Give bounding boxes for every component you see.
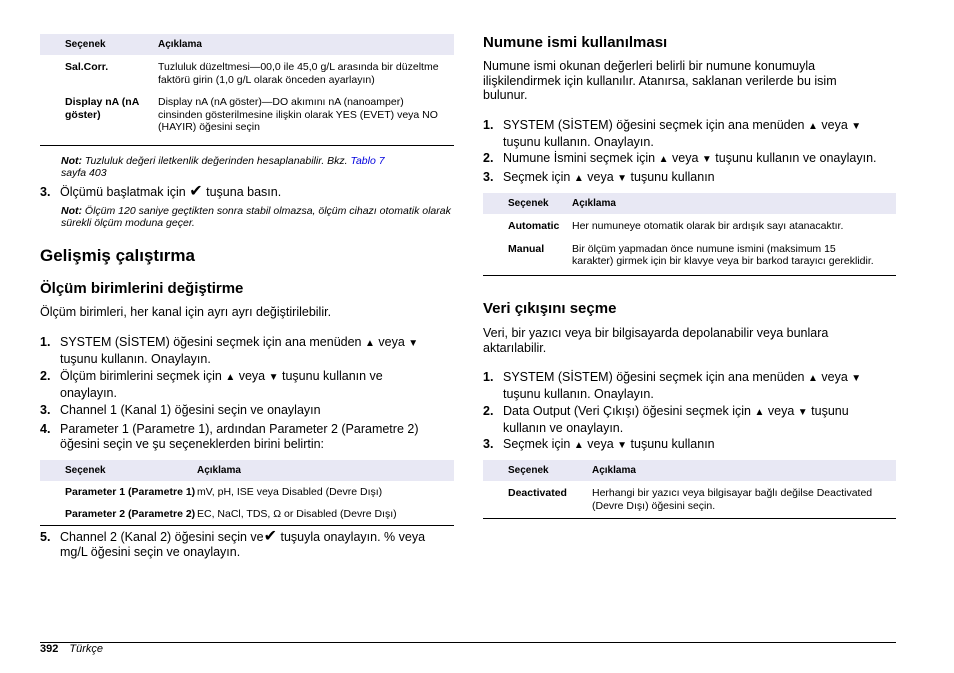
up-arrow-icon: ▲ [225,372,236,383]
step-text: veya [821,118,848,132]
table-row [40,481,454,503]
table-header-description: Açıklama [592,460,896,481]
up-arrow-icon: ▲ [573,173,584,184]
subsection-title: Veri çıkışını seçme [483,300,617,317]
up-arrow-icon: ▲ [754,407,765,418]
step-text: veya [672,151,699,165]
intro-text: Numune ismi okunan değerleri belirli bir numune konumuyla ilişkilendirmek için kullanılır. Atanırsa, saklanan verilerde bu isim bulunur. [483,59,837,102]
table-row [483,481,896,519]
description-cell: EC, NaCl, TDS, Ω or Disabled (Devre Dışı) [197,503,454,526]
section-title: Gelişmiş çalıştırma [40,246,195,265]
step-number: 3. [40,185,51,199]
footer-divider [40,642,896,643]
option-cell: Automatic [508,220,560,232]
step-number: 5. [40,530,51,544]
step [40,369,440,400]
step [483,437,883,454]
step-text: SYSTEM (SİSTEM) öğesini seçmek için ana menüden [60,335,362,349]
step-text: tuşunu kullanın ve onaylayın. [503,404,849,435]
table-row [40,55,454,90]
down-arrow-icon: ▼ [797,407,808,418]
intro-text: Veri, bir yazıcı veya bir bilgisayarda depolanabilir veya bunlara aktarılabilir. [483,326,829,355]
table-row [40,90,454,145]
step-number: 3. [483,170,494,184]
note-stability [61,205,451,229]
description-cell: Tuzluluk düzeltmesi—00,0 ile 45,0 g/L arasında bir düzeltme faktörü girin (1,0 g/L olarak önceden ayarlayın) [158,61,439,86]
step-number: 1. [40,335,51,349]
note-salinity [61,155,441,179]
down-arrow-icon: ▼ [617,440,628,451]
note-text: Tuzluluk değeri iletkenlik değerinden hesaplanabilir. Bkz. [84,155,348,167]
check-icon: ✔ [263,528,278,545]
language-label: Türkçe [69,643,104,655]
note-text: Ölçüm 120 saniye geçtikten sonra stabil olmazsa, ölçüm cihazı otomatik olarak sürekli ölçüm moduna geçer. [61,205,451,229]
step-text: Seçmek için [503,437,571,451]
up-arrow-icon: ▲ [808,121,818,132]
step [40,335,440,366]
step-start-measurement [40,185,454,200]
step [483,170,883,187]
intro-text: Ölçüm birimleri, her kanal için ayrı ayrı değiştirilebilir. [40,305,332,319]
step-text: veya [587,170,614,184]
step-number: 2. [483,404,494,418]
step [483,151,896,168]
step-text: veya [378,335,405,349]
description-cell: mV, pH, ISE veya Disabled (Devre Dışı) [197,486,383,498]
down-arrow-icon: ▼ [701,154,712,165]
step-text: Parameter 1 (Parametre 1), ardından Parameter 2 (Parametre 2) öğesini seçin ve şu seçeneklerden birini belirtin: [60,422,419,451]
note-suffix: sayfa 403 [61,167,107,179]
table-link[interactable]: Tablo 7 [350,155,385,167]
table-header-description: Açıklama [158,34,454,55]
table-header-option: Seçenek [40,34,158,55]
step [40,530,450,559]
step [483,370,883,401]
table-header-description: Açıklama [197,460,454,481]
table-header-description: Açıklama [572,193,896,214]
down-arrow-icon: ▼ [851,373,862,384]
step-text: tuşunu kullanın ve onaylayın. [60,369,383,400]
options-table-salinity [40,34,454,146]
table-row [483,214,896,237]
step-text: Channel 2 (Kanal 2) öğesini seçin ve [60,530,264,544]
step-text: veya [587,437,614,451]
step [40,403,440,418]
step-text: veya [238,369,266,383]
step [483,118,883,149]
options-table-sample-name [483,193,896,276]
step-text: veya [767,404,795,418]
description-cell: Bir ölçüm yapmadan önce numune ismini (maksimum 15 karakter) girmek için bir klavye veya bir barkod tarayıcı gereklidir. [572,237,896,276]
option-cell: Display nA (nA göster) [40,90,158,145]
options-table-data-output [483,460,896,519]
step [483,404,883,435]
table-header-option: Seçenek [483,460,592,481]
step-text: tuşuna basın. [206,185,282,199]
step-text: Ölçümü başlatmak için [60,185,186,199]
step-text: tuşuyla onaylayın. % veya mg/L öğesini seçin ve onaylayın. [60,530,426,559]
step-number: 1. [483,370,494,384]
page-footer [40,643,103,655]
step-text: Seçmek için [503,170,571,184]
table-header-option: Seçenek [40,460,197,481]
step-text: veya [821,370,848,384]
up-arrow-icon: ▲ [808,373,818,384]
down-arrow-icon: ▼ [268,372,279,383]
step-number: 2. [483,151,494,165]
table-header-option: Seçenek [483,193,572,214]
option-cell: Deactivated [483,481,592,519]
step-text: Channel 1 (Kanal 1) öğesini seçin ve onaylayın [60,403,321,417]
step-text: Data Output (Veri Çıkışı) öğesini seçmek için [503,404,752,418]
step-text: tuşunu kullanın. Onaylayın. [60,351,211,366]
up-arrow-icon: ▲ [658,154,669,165]
step-number: 3. [483,437,494,451]
note-label: Not: [61,155,82,167]
subsection-title: Ölçüm birimlerini değiştirme [40,280,244,297]
step-text: tuşunu kullanın. Onaylayın. [503,386,654,401]
description-cell: Display nA (nA göster)—DO akımını nA (nanoamper) cinsinden gösterilmesine ilişkin olarak YES (EVET) veya NO (HAYIR) öğesini seçin [158,90,454,145]
table-row [40,503,454,526]
description-cell: Her numuneye otomatik olarak bir ardışık sayı atanacaktır. [572,220,844,232]
down-arrow-icon: ▼ [408,338,419,349]
step-text: tuşunu kullanın ve onaylayın. [715,151,877,165]
description-cell: Herhangi bir yazıcı veya bilgisayar bağlı değilse Deactivated (Devre Dışı) öğesini seçin. [592,481,896,519]
step-number: 2. [40,369,51,383]
option-cell: Sal.Corr. [65,61,109,73]
options-table-parameters [40,460,454,526]
up-arrow-icon: ▲ [573,440,584,451]
step-text: Numune İsmini seçmek için [503,151,656,165]
option-cell: Parameter 2 (Parametre 2) [40,503,197,526]
step-text: SYSTEM (SİSTEM) öğesini seçmek için ana menüden [503,118,805,132]
step-number: 3. [40,403,51,417]
option-cell: Parameter 1 (Parametre 1) [65,486,196,498]
step [40,422,440,451]
step-text: tuşunu kullanın. Onaylayın. [503,134,654,149]
subsection-title: Numune ismi kullanılması [483,34,668,51]
up-arrow-icon: ▲ [365,338,375,349]
step-text: tuşunu kullanın [630,170,715,184]
page-number: 392 [40,643,59,655]
down-arrow-icon: ▼ [617,173,628,184]
step-text: SYSTEM (SİSTEM) öğesini seçmek için ana menüden [503,370,805,384]
step-number: 4. [40,422,51,436]
step-text: Ölçüm birimlerini seçmek için [60,369,222,383]
step-number: 1. [483,118,494,132]
step-text: tuşunu kullanın [630,437,715,451]
table-row [483,237,896,276]
note-label: Not: [61,205,82,217]
option-cell: Manual [483,237,572,276]
down-arrow-icon: ▼ [851,121,862,132]
check-icon: ✔ [189,183,203,200]
